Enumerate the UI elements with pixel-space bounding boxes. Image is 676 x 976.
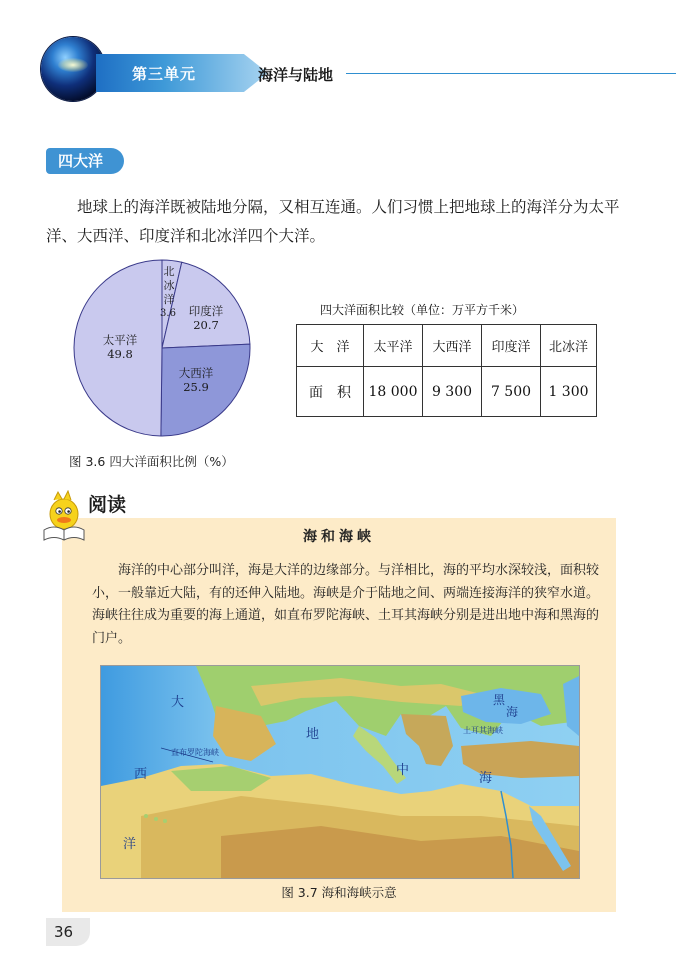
chapter-title: 海洋与陆地 xyxy=(258,66,334,84)
table-cell: 面 积 xyxy=(297,367,364,417)
pie-label-pacific-name: 太平洋 xyxy=(102,333,138,347)
pie-label-pacific-value: 49.8 xyxy=(107,347,133,361)
map-label-black-sea-2: 海 xyxy=(506,705,519,719)
globe-highlight xyxy=(58,58,88,72)
pie-label-atlantic-value: 25.9 xyxy=(183,380,209,394)
table-header-cell: 北冰洋 xyxy=(541,325,597,367)
map-label-med-1: 地 xyxy=(306,727,320,742)
table-cell: 9 300 xyxy=(423,367,482,417)
reading-label: 阅读 xyxy=(88,494,127,516)
pie-label-atlantic-name: 大西洋 xyxy=(178,366,214,380)
table-title: 四大洋面积比较（单位：万平方千米） xyxy=(320,303,525,317)
map-label-turkish-strait: 土耳其海峡 xyxy=(463,726,503,735)
pie-label-arctic-char2: 冰 xyxy=(163,279,175,292)
pie-label-arctic-value: 3.6 xyxy=(160,308,176,319)
table-header-cell: 太平洋 xyxy=(364,325,423,367)
map-label-atlantic-2: 西 xyxy=(134,767,148,782)
ocean-area-table xyxy=(296,324,597,417)
table-cell: 1 300 xyxy=(541,367,597,417)
unit-title: 第三单元 xyxy=(132,65,197,83)
table-cell: 18 000 xyxy=(364,367,423,417)
figure-3-6-caption: 图 3.6 四大洋面积比例（%） xyxy=(69,454,234,469)
section-title: 四大洋 xyxy=(46,148,124,174)
table-cell: 7 500 xyxy=(482,367,541,417)
table-header-row xyxy=(297,325,597,367)
table-header-cell: 大西洋 xyxy=(423,325,482,367)
pie-label-indian-name: 印度洋 xyxy=(188,304,224,318)
pie-label-indian-value: 20.7 xyxy=(193,318,219,332)
pie-label-arctic-char1: 北 xyxy=(163,265,175,278)
map-label-med-3: 海 xyxy=(479,771,493,786)
ocean-area-pie-chart xyxy=(72,258,252,438)
pie-label-arctic-char3: 洋 xyxy=(163,293,175,306)
map-label-black-sea-1: 黑 xyxy=(493,693,506,707)
map-label-med-2: 中 xyxy=(396,763,410,778)
reading-title: 海和海峡 xyxy=(303,529,375,545)
map-label-atlantic-3: 洋 xyxy=(123,837,137,852)
table-header-cell: 印度洋 xyxy=(482,325,541,367)
intro-paragraph: 地球上的海洋既被陆地分隔，又相互连通。人们习惯上把地球上的海洋分为太平洋、大西洋、印度洋和北冰洋四个大洋。 xyxy=(46,198,620,245)
figure-3-7-caption: 图 3.7 海和海峡示意 xyxy=(281,885,397,900)
table-header-cell: 大 洋 xyxy=(297,325,364,367)
mediterranean-map xyxy=(100,665,580,879)
page-number: 36 xyxy=(46,918,90,946)
table-row xyxy=(297,367,597,417)
header-divider xyxy=(346,73,676,74)
reading-paragraph: 海洋的中心部分叫洋，海是大洋的边缘部分。与洋相比，海的平均水深较浅，面积较小，一般靠近大陆，有的还伸入陆地。海峡是介于陆地之间、两端连接海洋的狭窄水道。海峡往往成为重要的海上通道，如直布罗陀海峡、土耳其海峡分别是进出地中海和黑海的门户。 xyxy=(92,563,600,646)
map-label-gibraltar: 直布罗陀海峡 xyxy=(171,748,219,757)
map-label-atlantic-1: 大 xyxy=(171,695,185,710)
